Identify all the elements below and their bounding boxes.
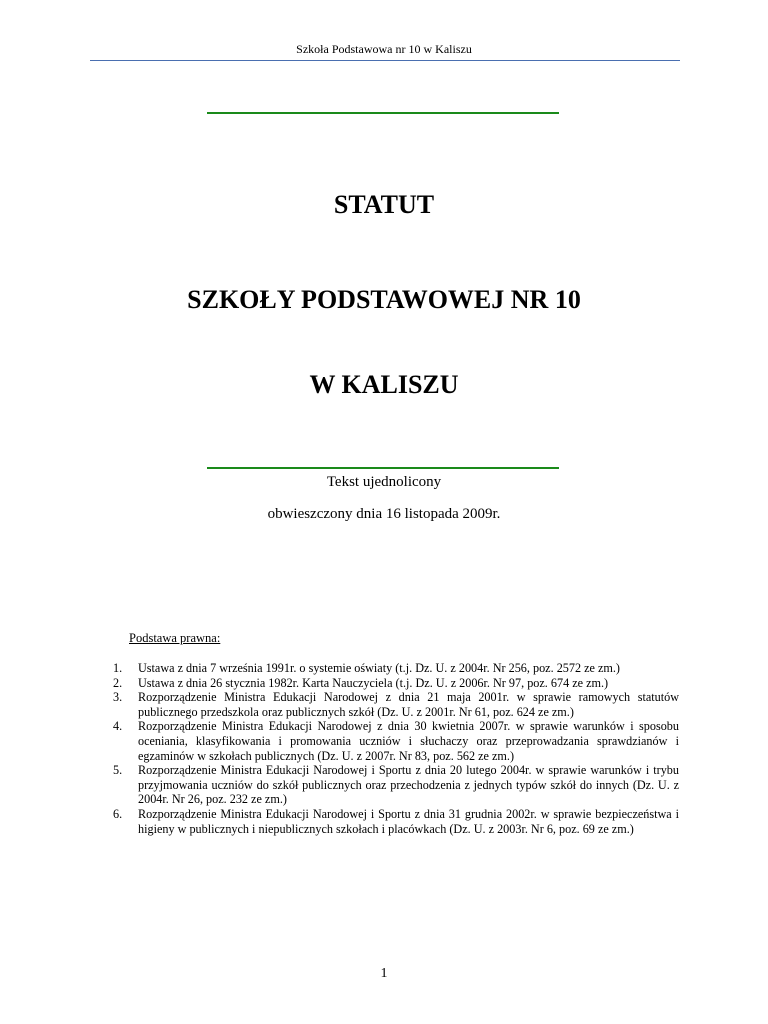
bottom-title-divider xyxy=(207,467,559,469)
list-item-text: Ustawa z dnia 7 września 1991r. o systemie oświaty (t.j. Dz. U. z 2004r. Nr 256, poz. 2572 ze zm.) xyxy=(138,661,620,675)
list-item-text: Ustawa z dnia 26 stycznia 1982r. Karta Nauczyciela (t.j. Dz. U. z 2006r. Nr 97, poz. 674 ze zm.) xyxy=(138,675,609,690)
announcement-date: obwieszczony dnia 16 listopada 2009r. xyxy=(267,506,501,522)
list-item-text: Rozporządzenie Ministra Edukacji Narodowej z dnia 30 kwietnia 2007r. w sprawie warunków i sposobu oceniania, klasyfikowania i promowania uczniów i słuchaczy oraz przeprowadzania sprawdzianów i egzaminów w szkołach publicznych (Dz. U. z 2007r. Nr 83, poz. 562 ze zm.) xyxy=(138,719,679,763)
list-item-number: 4. xyxy=(113,719,123,734)
list-item xyxy=(113,676,679,691)
list-item-number: 6. xyxy=(113,806,123,821)
header-divider xyxy=(90,60,680,61)
consolidated-text-label: Tekst ujednolicony xyxy=(326,474,442,490)
list-item xyxy=(113,719,679,763)
document-title: STATUT xyxy=(333,190,435,219)
legal-basis-list xyxy=(113,661,679,836)
list-item-text: Rozporządzenie Ministra Edukacji Narodowej i Sportu z dnia 20 lutego 2004r. w sprawie warunków i trybu przyjmowania uczniów do szkół publicznych oraz przechodzenia z jednych typów szkół do innych (Dz. U. z 2004r. Nr 26, poz. 232 ze zm.) xyxy=(138,763,679,807)
list-item-number: 2. xyxy=(113,675,123,690)
list-item-number: 1. xyxy=(113,661,123,675)
list-item-number: 5. xyxy=(113,763,123,778)
list-item xyxy=(113,763,679,807)
page-header: Szkoła Podstawowa nr 10 w Kaliszu xyxy=(296,42,472,56)
page-number: 1 xyxy=(380,966,388,981)
list-item xyxy=(113,807,679,836)
legal-basis-heading: Podstawa prawna: xyxy=(129,631,221,645)
top-title-divider xyxy=(207,112,559,114)
list-item xyxy=(113,661,679,676)
list-item-number: 3. xyxy=(113,690,123,705)
city-title: W KALISZU xyxy=(309,370,459,399)
list-item-text: Rozporządzenie Ministra Edukacji Narodowej i Sportu z dnia 31 grudnia 2002r. w sprawie bezpieczeństwa i higieny w publicznych i niepublicznych szkołach i placówkach (Dz. U. z 2003r. Nr 6, poz. 69 ze zm.) xyxy=(138,806,679,836)
school-name-title: SZKOŁY PODSTAWOWEJ NR 10 xyxy=(187,285,581,314)
list-item xyxy=(113,690,679,719)
list-item-text: Rozporządzenie Ministra Edukacji Narodowej z dnia 21 maja 2001r. w sprawie ramowych statutów publicznego przedszkola oraz publicznych szkół (Dz. U. z 2001r. Nr 61, poz. 624 ze zm.) xyxy=(138,690,679,719)
